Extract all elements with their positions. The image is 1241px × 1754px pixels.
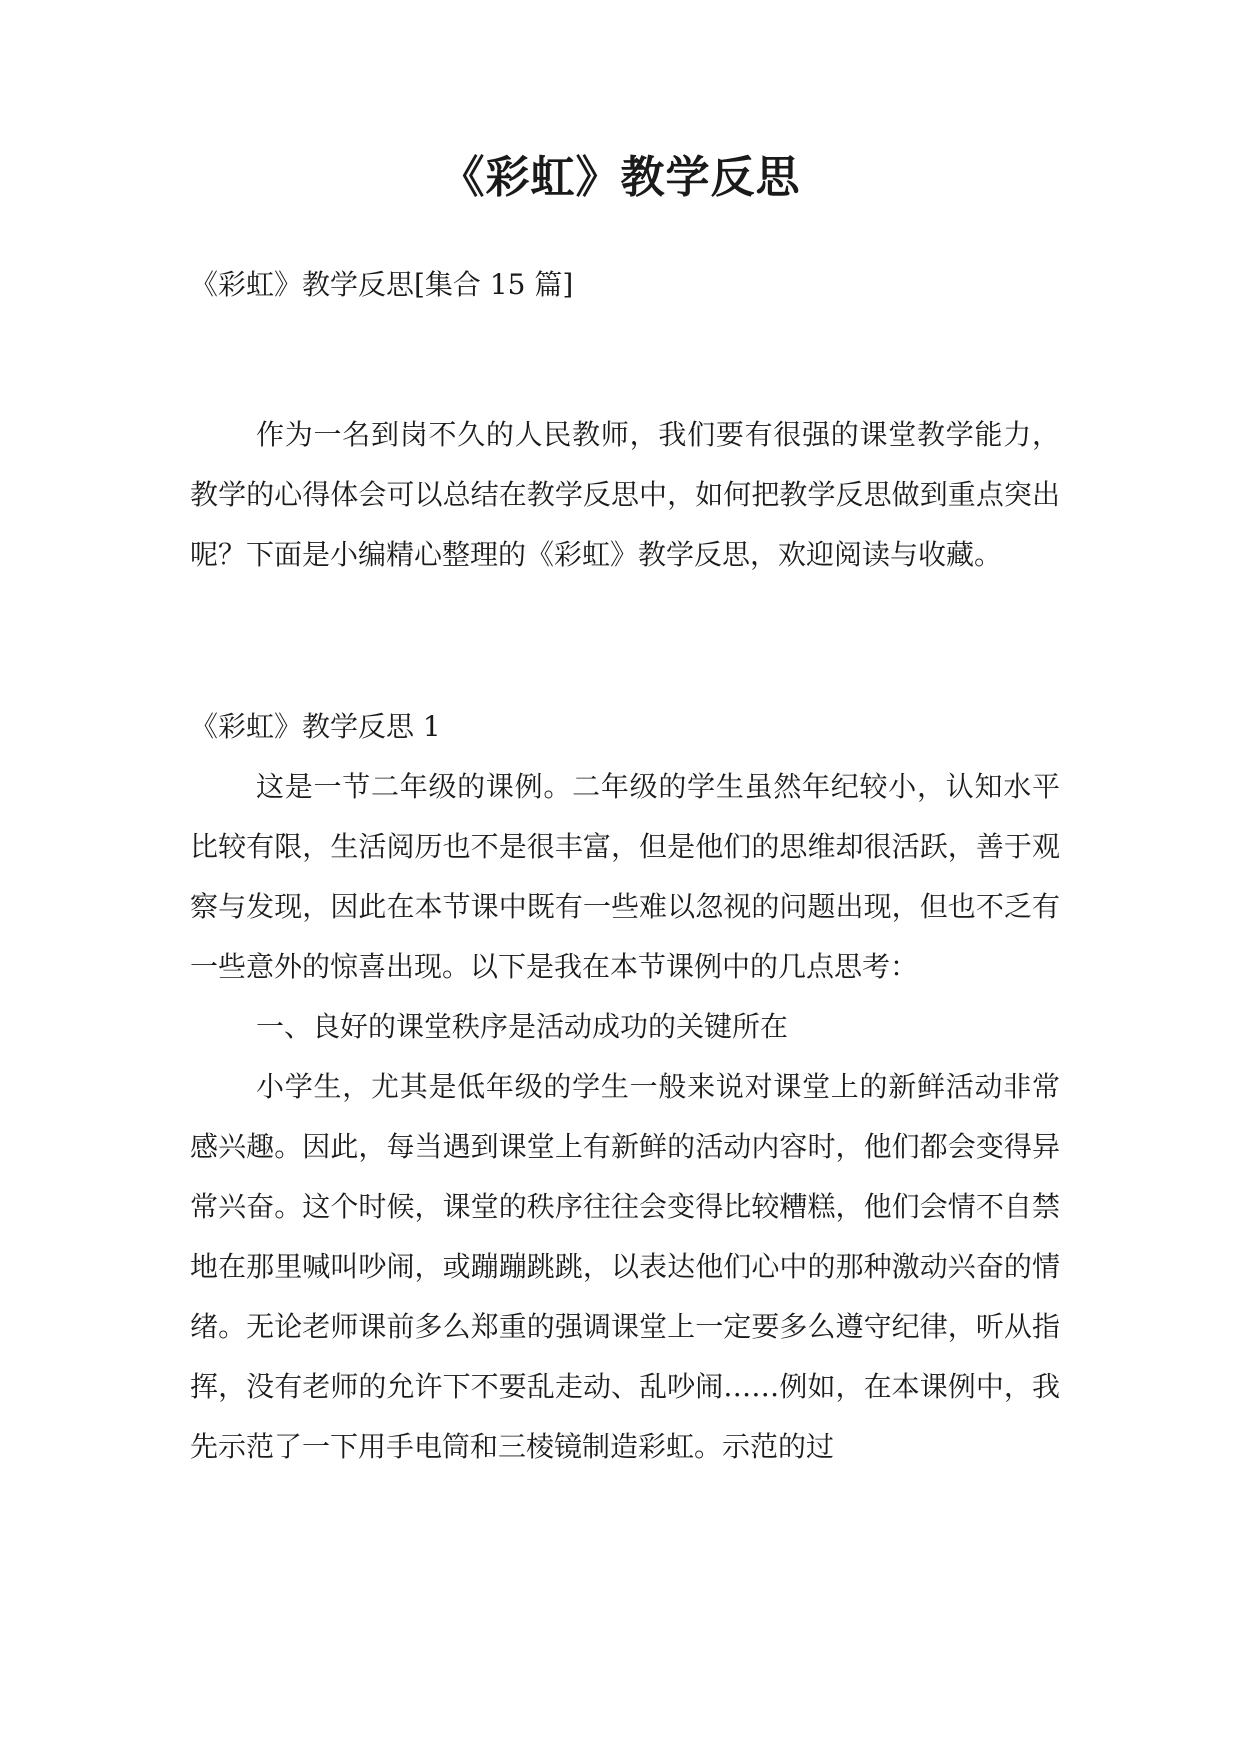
- section-heading: 《彩虹》教学反思 1: [190, 710, 441, 743]
- intro-paragraph: 作为一名到岗不久的人民教师，我们要有很强的课堂教学能力，教学的心得体会可以总结在教学反思中，如何把教学反思做到重点突出呢？下面是小编精心整理的《彩虹》教学反思，欢迎阅读与收藏。: [190, 418, 1060, 571]
- document-title: 《彩虹》教学反思: [440, 152, 801, 203]
- section-body: [190, 757, 1060, 1477]
- section-paragraph: 这是一节二年级的课例。二年级的学生虽然年纪较小，认知水平比较有限，生活阅历也不是很丰富，但是他们的思维却很活跃，善于观察与发现，因此在本节课中既有一些难以忽视的问题出现，但也不乏有一些意外的惊喜出现。以下是我在本节课例中的几点思考：: [190, 770, 1060, 983]
- document-subtitle: 《彩虹》教学反思[集合 15 篇]: [190, 268, 574, 301]
- section-paragraph: 小学生，尤其是低年级的学生一般来说对课堂上的新鲜活动非常感兴趣。因此，每当遇到课堂上有新鲜的活动内容时，他们都会变得异常兴奋。这个时候，课堂的秩序往往会变得比较糟糕，他们会情不自禁地在那里喊叫吵闹，或蹦蹦跳跳，以表达他们心中的那种激动兴奋的情绪。无论老师课前多么郑重的强调课堂上一定要多么遵守纪律，听从指挥，没有老师的允许下不要乱走动、乱吵闹……例如，在本课例中，我先示范了一下用手电筒和三棱镜制造彩虹。示范的过: [190, 1070, 1060, 1463]
- section-subheading: 一、良好的课堂秩序是活动成功的关键所在: [256, 1010, 789, 1043]
